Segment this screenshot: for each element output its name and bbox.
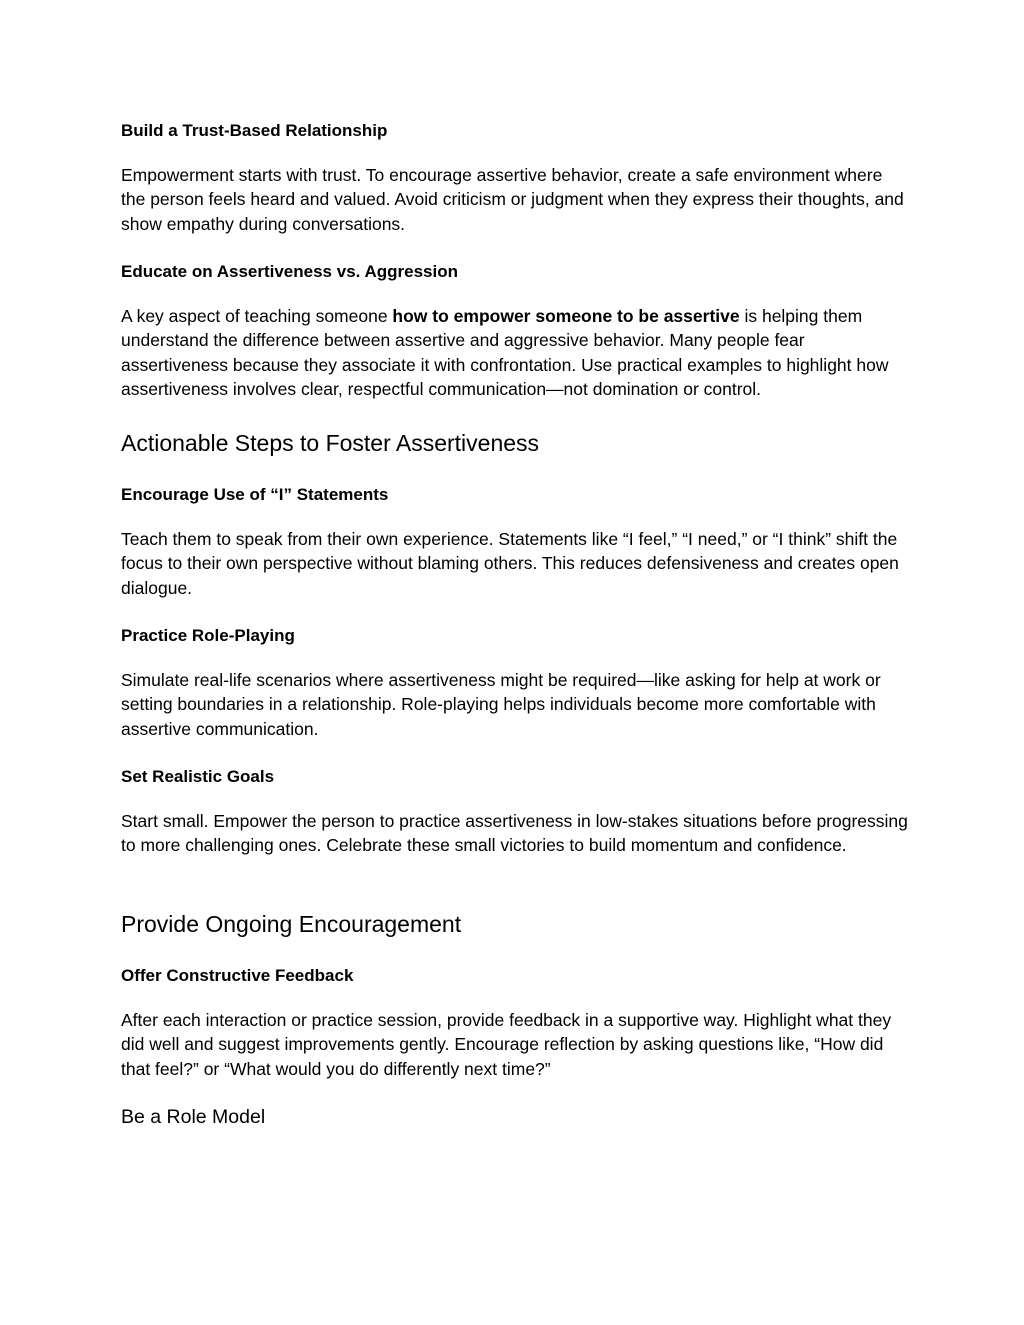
paragraph-educate-intro: A key aspect of teaching someone (121, 306, 393, 326)
heading-ongoing-encouragement: Provide Ongoing Encouragement (121, 911, 462, 937)
heading-trust-relationship: Build a Trust-Based Relationship (121, 121, 388, 140)
paragraph-trust: Empowerment starts with trust. To encourage assertive behavior, create a safe environment where the person feels heard and valued. Avoid criticism or judgment when they express their thoughts, and show empathy during conversations. (121, 165, 904, 234)
heading-educate-assertiveness: Educate on Assertiveness vs. Aggression (121, 262, 458, 281)
heading-realistic-goals: Set Realistic Goals (121, 767, 275, 786)
heading-actionable-steps: Actionable Steps to Foster Assertiveness (121, 430, 540, 456)
heading-i-statements: Encourage Use of “I” Statements (121, 485, 389, 504)
heading-role-playing: Practice Role-Playing (121, 626, 295, 645)
heading-role-model: Be a Role Model (121, 1106, 266, 1128)
paragraph-role-playing: Simulate real-life scenarios where assertiveness might be required—like asking for help at work or setting boundaries in a relationship. Role-playing helps individuals become more comfortable with assertive communication. (121, 670, 881, 739)
paragraph-constructive-feedback: After each interaction or practice session, provide feedback in a supportive way. Highlight what they did well and suggest improvements gently. Encourage reflection by asking questions like, “How did that feel?” or “What would you do differently next time?” (121, 1010, 892, 1079)
paragraph-educate-keyword: how to empower someone to be assertive (392, 306, 740, 326)
paragraph-i-statements: Teach them to speak from their own experience. Statements like “I feel,” “I need,” or “I think” shift the focus to their own perspective without blaming others. This reduces defensiveness and creates open dialogue. (121, 529, 899, 598)
paragraph-educate (121, 304, 911, 401)
paragraph-realistic-goals: Start small. Empower the person to practice assertiveness in low-stakes situations before progressing to more challenging ones. Celebrate these small victories to build momentum and confidence. (121, 811, 908, 856)
paragraph-educate-rest: is helping them understand the difference between assertive and aggressive behavior. Many people fear assertiveness because they associate it with confrontation. Use practical examples to highlight how assertiveness involves clear, respectful communication—not domination or control. (121, 306, 889, 399)
heading-constructive-feedback: Offer Constructive Feedback (121, 966, 354, 985)
